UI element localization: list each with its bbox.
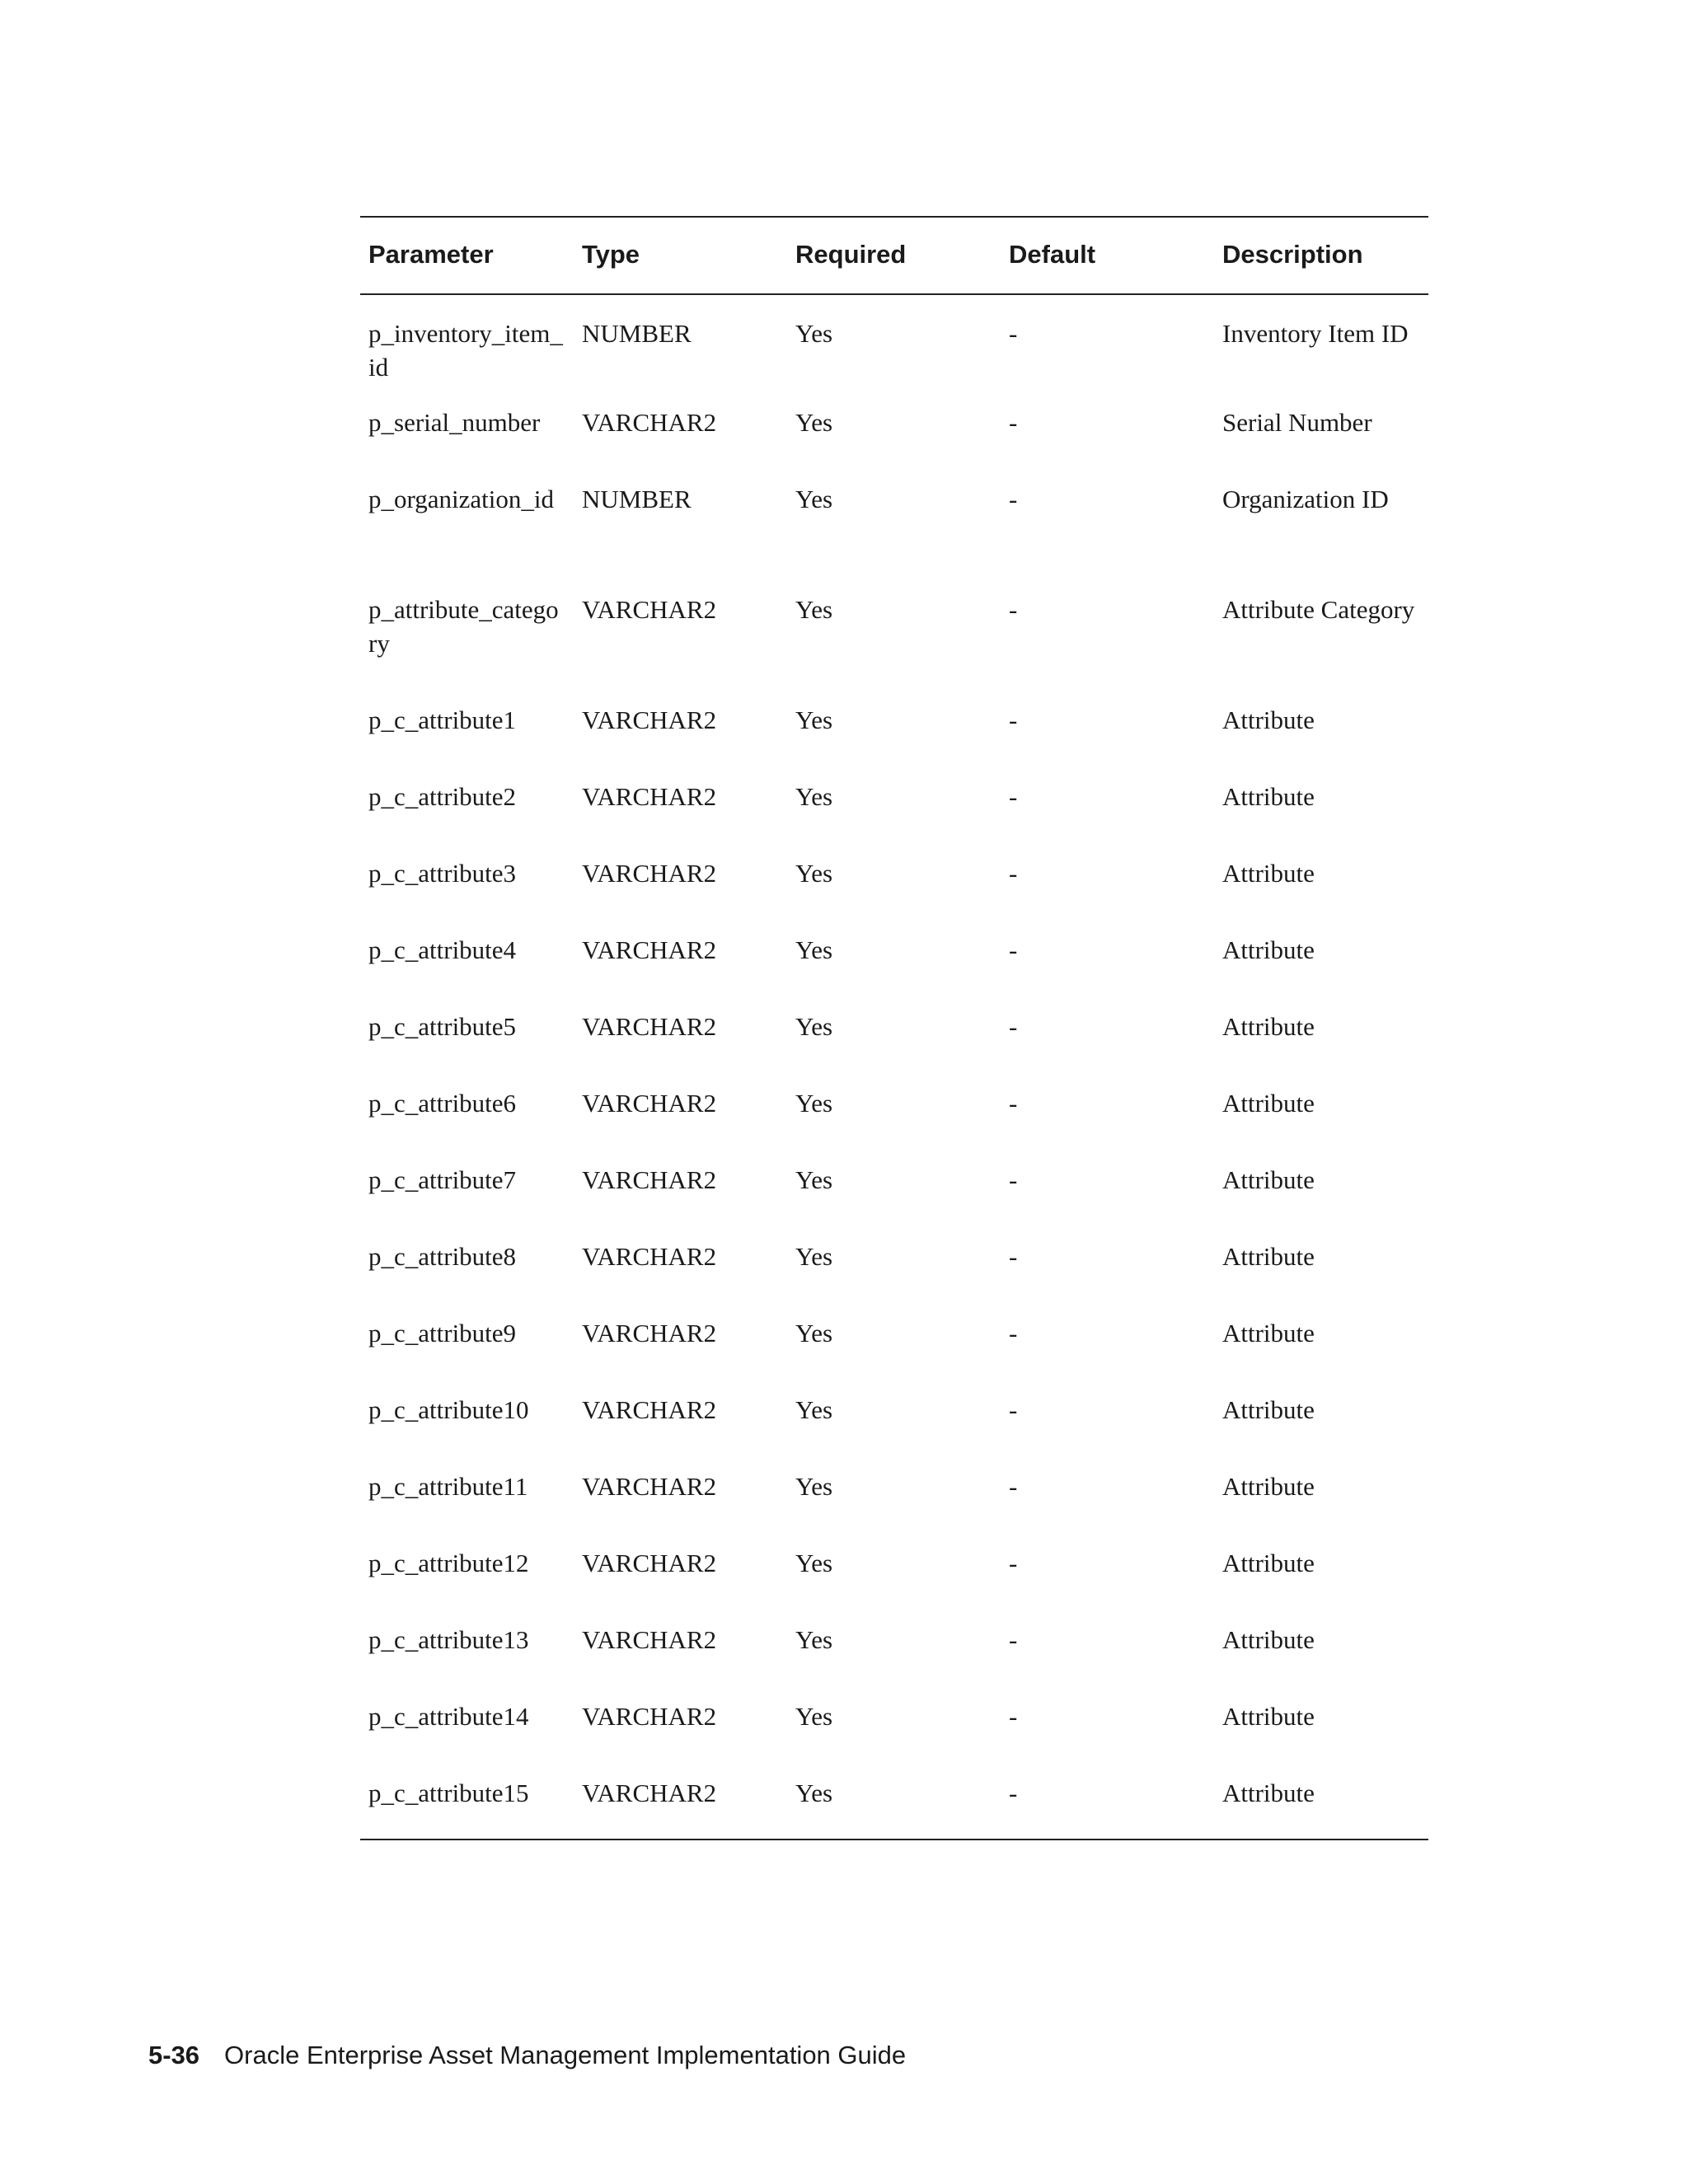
cell-default: - <box>1009 1089 1018 1118</box>
table-header <box>360 217 1428 294</box>
cell-required: Yes <box>795 408 833 437</box>
cell-default: - <box>1009 1242 1018 1271</box>
cell-type: VARCHAR2 <box>582 1779 717 1807</box>
table-row <box>360 294 1428 405</box>
table-row <box>360 1776 1428 1840</box>
cell-required: Yes <box>795 1395 833 1424</box>
cell-default: - <box>1009 1012 1018 1041</box>
cell-type: VARCHAR2 <box>582 1472 717 1501</box>
cell-required: Yes <box>795 1165 833 1194</box>
table-row <box>360 1469 1428 1546</box>
table-row <box>360 703 1428 780</box>
cell-description: Inventory Item ID <box>1222 319 1409 348</box>
cell-type: VARCHAR2 <box>582 859 717 888</box>
cell-type: VARCHAR2 <box>582 1012 717 1041</box>
header-row <box>360 217 1428 294</box>
cell-required: Yes <box>795 1472 833 1501</box>
cell-default: - <box>1009 1319 1018 1347</box>
cell-required: Yes <box>795 1549 833 1577</box>
cell-required: Yes <box>795 1089 833 1118</box>
cell-description: Attribute <box>1222 1165 1315 1194</box>
page-footer <box>148 2039 906 2072</box>
cell-default: - <box>1009 1472 1018 1501</box>
cell-type: NUMBER <box>582 485 692 513</box>
cell-default: - <box>1009 782 1018 811</box>
cell-default: - <box>1009 408 1018 437</box>
cell-required: Yes <box>795 1625 833 1654</box>
table-row <box>360 933 1428 1010</box>
cell-description: Serial Number <box>1222 408 1372 437</box>
cell-required: Yes <box>795 1012 833 1041</box>
table-row <box>360 856 1428 933</box>
cell-type: VARCHAR2 <box>582 935 717 964</box>
table-row <box>360 1010 1428 1086</box>
cell-parameter: p_c_attribute15 <box>368 1779 529 1807</box>
cell-parameter: p_c_attribute12 <box>368 1549 529 1577</box>
cell-parameter: p_serial_number <box>368 408 541 437</box>
cell-parameter: p_c_attribute5 <box>368 1012 517 1041</box>
header-description: Description <box>1214 217 1428 294</box>
cell-description: Attribute <box>1222 1702 1315 1731</box>
cell-description: Attribute <box>1222 1242 1315 1271</box>
header-type: Type <box>574 217 787 294</box>
cell-required: Yes <box>795 1702 833 1731</box>
cell-description: Attribute <box>1222 859 1315 888</box>
cell-type: VARCHAR2 <box>582 1319 717 1347</box>
cell-required: Yes <box>795 935 833 964</box>
cell-required: Yes <box>795 319 833 348</box>
cell-description: Attribute <box>1222 1549 1315 1577</box>
table-row <box>360 780 1428 856</box>
cell-type: VARCHAR2 <box>582 1395 717 1424</box>
cell-type: NUMBER <box>582 319 692 348</box>
book-title: Oracle Enterprise Asset Management Implementation Guide <box>224 2041 907 2069</box>
cell-description: Attribute <box>1222 1472 1315 1501</box>
cell-required: Yes <box>795 595 833 624</box>
cell-type: VARCHAR2 <box>582 1702 717 1731</box>
cell-parameter: p_c_attribute11 <box>368 1472 528 1501</box>
cell-default: - <box>1009 1395 1018 1424</box>
table-row <box>360 1316 1428 1393</box>
header-parameter: Parameter <box>360 217 574 294</box>
cell-description: Attribute <box>1222 1779 1315 1807</box>
cell-parameter: p_organization_id <box>368 485 554 513</box>
page-number: 5-36 <box>148 2041 200 2069</box>
cell-default: - <box>1009 319 1018 348</box>
cell-description: Attribute <box>1222 1319 1315 1347</box>
cell-description: Attribute <box>1222 1089 1315 1118</box>
cell-parameter: p_attribute_category <box>368 595 559 658</box>
table-row <box>360 593 1428 703</box>
cell-type: VARCHAR2 <box>582 782 717 811</box>
cell-required: Yes <box>795 705 833 734</box>
header-required: Required <box>787 217 1001 294</box>
table-row <box>360 1546 1428 1623</box>
cell-required: Yes <box>795 485 833 513</box>
cell-type: VARCHAR2 <box>582 1165 717 1194</box>
table-row <box>360 1163 1428 1240</box>
cell-default: - <box>1009 1779 1018 1807</box>
cell-default: - <box>1009 935 1018 964</box>
table-row <box>360 1240 1428 1316</box>
table-body <box>360 294 1428 1840</box>
cell-parameter: p_c_attribute9 <box>368 1319 517 1347</box>
cell-parameter: p_c_attribute8 <box>368 1242 517 1271</box>
cell-description: Attribute Category <box>1222 595 1415 624</box>
cell-default: - <box>1009 1165 1018 1194</box>
cell-parameter: p_c_attribute6 <box>368 1089 517 1118</box>
table-row <box>360 1393 1428 1469</box>
cell-type: VARCHAR2 <box>582 1242 717 1271</box>
cell-default: - <box>1009 1702 1018 1731</box>
cell-description: Attribute <box>1222 935 1315 964</box>
cell-required: Yes <box>795 782 833 811</box>
cell-parameter: p_c_attribute2 <box>368 782 517 811</box>
cell-parameter: p_c_attribute10 <box>368 1395 529 1424</box>
table-row <box>360 1623 1428 1699</box>
cell-description: Attribute <box>1222 782 1315 811</box>
parameter-table <box>360 216 1428 1840</box>
cell-required: Yes <box>795 1319 833 1347</box>
cell-parameter: p_inventory_item_id <box>368 319 563 382</box>
table-row <box>360 405 1428 482</box>
cell-default: - <box>1009 1549 1018 1577</box>
cell-required: Yes <box>795 859 833 888</box>
cell-description: Attribute <box>1222 705 1315 734</box>
cell-type: VARCHAR2 <box>582 1549 717 1577</box>
cell-required: Yes <box>795 1242 833 1271</box>
cell-required: Yes <box>795 1779 833 1807</box>
table-row <box>360 1086 1428 1163</box>
cell-type: VARCHAR2 <box>582 408 717 437</box>
cell-type: VARCHAR2 <box>582 1625 717 1654</box>
cell-parameter: p_c_attribute3 <box>368 859 517 888</box>
cell-parameter: p_c_attribute13 <box>368 1625 529 1654</box>
header-default: Default <box>1001 217 1214 294</box>
cell-default: - <box>1009 595 1018 624</box>
cell-type: VARCHAR2 <box>582 595 717 624</box>
cell-type: VARCHAR2 <box>582 1089 717 1118</box>
cell-default: - <box>1009 705 1018 734</box>
cell-description: Attribute <box>1222 1625 1315 1654</box>
cell-description: Attribute <box>1222 1395 1315 1424</box>
cell-parameter: p_c_attribute14 <box>368 1702 529 1731</box>
cell-description: Attribute <box>1222 1012 1315 1041</box>
cell-description: Organization ID <box>1222 485 1389 513</box>
cell-type: VARCHAR2 <box>582 705 717 734</box>
cell-parameter: p_c_attribute4 <box>368 935 517 964</box>
cell-parameter: p_c_attribute1 <box>368 705 517 734</box>
cell-default: - <box>1009 1625 1018 1654</box>
cell-parameter: p_c_attribute7 <box>368 1165 517 1194</box>
cell-default: - <box>1009 485 1018 513</box>
table-row <box>360 1699 1428 1776</box>
cell-default: - <box>1009 859 1018 888</box>
table-row <box>360 482 1428 593</box>
